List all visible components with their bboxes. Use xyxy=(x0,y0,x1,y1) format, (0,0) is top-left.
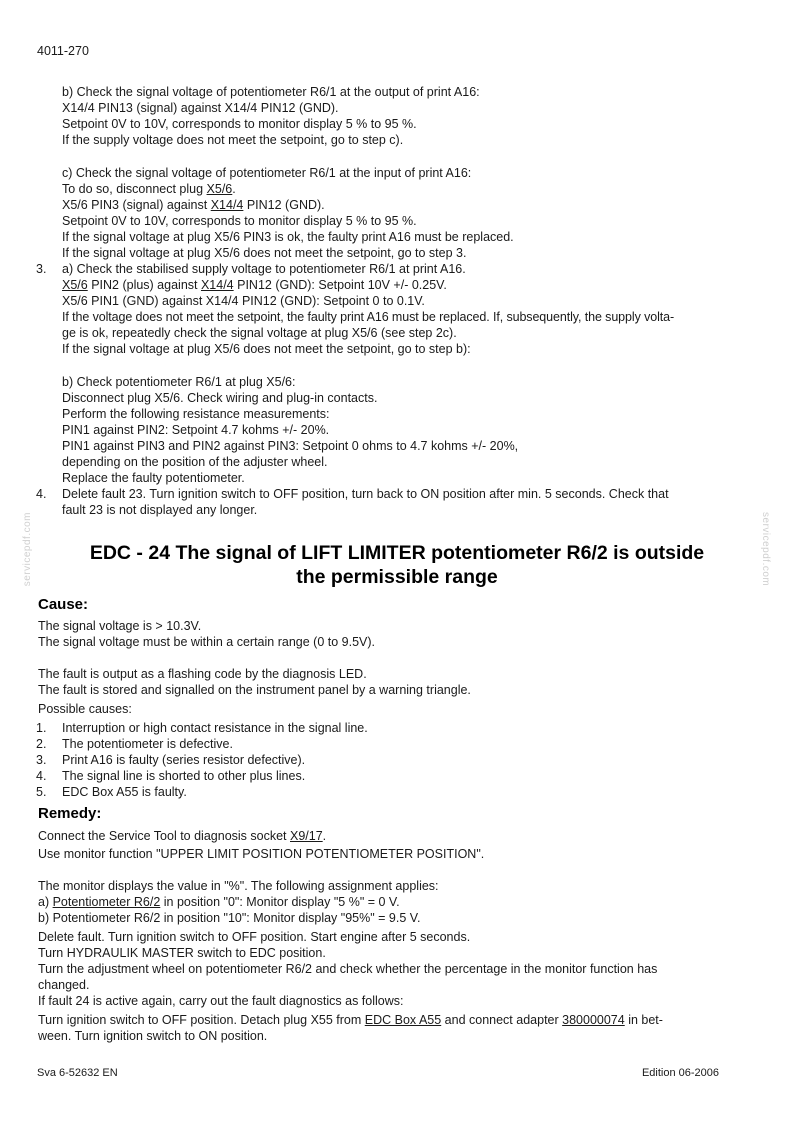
text-line: Use monitor function "UPPER LIMIT POSITION POTENTIOMETER POSITION". xyxy=(38,847,485,861)
text-line: PIN1 against PIN3 and PIN2 against PIN3: Setpoint 0 ohms to 4.7 kohms +/- 20%, xyxy=(62,439,519,453)
text-line: PIN1 against PIN2: Setpoint 4.7 kohms +/- 20%. xyxy=(62,423,330,437)
footer-right: Edition 06-2006 xyxy=(641,1067,719,1079)
text-line: The signal voltage is > 10.3V. xyxy=(38,619,202,633)
text-line: c) Check the signal voltage of potentiometer R6/1 at the input of print A16: xyxy=(62,166,472,180)
text-line: changed. xyxy=(38,978,90,992)
cause-heading: Cause: xyxy=(38,596,89,613)
text-line: Turn ignition switch to OFF position. Detach plug X55 from EDC Box A55 and connect adapter 380000074 in bet- xyxy=(38,1013,663,1027)
text-line: ge is ok, repeatedly check the signal voltage at plug X5/6 (see step 2c). xyxy=(62,326,457,340)
text-line: The monitor displays the value in "%". The following assignment applies: xyxy=(38,879,439,893)
text-line: X14/4 PIN13 (signal) against X14/4 PIN12 (GND). xyxy=(62,101,339,115)
text-line: If the signal voltage at plug X5/6 does not meet the setpoint, go to step b): xyxy=(62,342,471,356)
text-line: b) Check potentiometer R6/1 at plug X5/6: xyxy=(62,375,296,389)
item-text: The signal line is shorted to other plus lines. xyxy=(62,769,306,783)
text-line: ween. Turn ignition switch to ON position. xyxy=(38,1029,268,1043)
text-line: If the voltage does not meet the setpoint, the faulty print A16 must be replaced. If, subsequently, the supply volta- xyxy=(62,310,675,324)
item-number: 2. xyxy=(36,737,47,751)
text-line: Delete fault. Turn ignition switch to OFF position. Start engine after 5 seconds. xyxy=(38,930,471,944)
text-line: Disconnect plug X5/6. Check wiring and plug-in contacts. xyxy=(62,391,378,405)
link-x5-6[interactable]: X5/6 xyxy=(62,278,88,292)
text-line: If the signal voltage at plug X5/6 does not meet the setpoint, go to step 3. xyxy=(62,246,467,260)
step-number: 3. xyxy=(36,262,47,276)
text-line: a) Check the stabilised supply voltage to potentiometer R6/1 at print A16. xyxy=(62,262,466,276)
item-number: 5. xyxy=(36,785,47,799)
text-line: Perform the following resistance measurements: xyxy=(62,407,330,421)
text-line: Turn HYDRAULIK MASTER switch to EDC position. xyxy=(38,946,326,960)
link-x9-17[interactable]: X9/17 xyxy=(290,829,323,843)
item-text: EDC Box A55 is faulty. xyxy=(62,785,187,799)
text-line: Replace the faulty potentiometer. xyxy=(62,471,245,485)
item-number: 3. xyxy=(36,753,47,767)
step-number: 4. xyxy=(36,487,47,501)
text-line: b) Check the signal voltage of potentiometer R6/1 at the output of print A16: xyxy=(62,85,480,99)
link-edc-box-a55[interactable]: EDC Box A55 xyxy=(364,1013,442,1027)
item-number: 1. xyxy=(36,721,47,735)
section-title-line-2: the permissible range xyxy=(296,566,498,588)
link-potentiometer-r6-2[interactable]: Potentiometer R6/2 xyxy=(52,895,161,909)
item-text: Interruption or high contact resistance in the signal line. xyxy=(62,721,368,735)
text-line: Setpoint 0V to 10V, corresponds to monitor display 5 % to 95 %. xyxy=(62,117,417,131)
text-line: Turn the adjustment wheel on potentiometer R6/2 and check whether the percentage in the monitor function has xyxy=(38,962,658,976)
text-line: X5/6 PIN1 (GND) against X14/4 PIN12 (GND): Setpoint 0 to 0.1V. xyxy=(62,294,425,308)
link-adapter-380000074[interactable]: 380000074 xyxy=(562,1013,625,1027)
section-title-line-1: EDC - 24 The signal of LIFT LIMITER potentiometer R6/2 is outside xyxy=(89,542,705,564)
text-line: fault 23 is not displayed any longer. xyxy=(62,503,258,517)
item-text: Print A16 is faulty (series resistor defective). xyxy=(62,753,306,767)
text-line: X5/6 PIN2 (plus) against X14/4 PIN12 (GND): Setpoint 10V +/- 0.25V. xyxy=(62,278,447,292)
watermark-left: servicepdf.com xyxy=(22,512,33,587)
item-number: 4. xyxy=(36,769,47,783)
text-line: If the signal voltage at plug X5/6 PIN3 is ok, the faulty print A16 must be replaced. xyxy=(62,230,514,244)
text-line: If fault 24 is active again, carry out the fault diagnostics as follows: xyxy=(38,994,404,1008)
text-line: Connect the Service Tool to diagnosis socket X9/17. xyxy=(38,829,327,843)
text-line: depending on the position of the adjuster wheel. xyxy=(62,455,328,469)
text-line: b) Potentiometer R6/2 in position "10": Monitor display "95%" = 9.5 V. xyxy=(38,911,421,925)
remedy-heading: Remedy: xyxy=(38,805,102,822)
document-number: 4011-270 xyxy=(37,44,89,58)
text-line: To do so, disconnect plug X5/6. xyxy=(62,182,236,196)
item-text: The potentiometer is defective. xyxy=(62,737,233,751)
text-line: The fault is output as a flashing code by the diagnosis LED. xyxy=(38,667,367,681)
link-x5-6[interactable]: X5/6 xyxy=(206,182,233,196)
watermark-right: servicepdf.com xyxy=(760,512,771,587)
text-line: The signal voltage must be within a certain range (0 to 9.5V). xyxy=(38,635,375,649)
text-line: Delete fault 23. Turn ignition switch to OFF position, turn back to ON position after min. 5 seconds. Check that xyxy=(62,487,669,501)
footer-left: Sva 6-52632 EN xyxy=(37,1067,118,1079)
text-line: The fault is stored and signalled on the instrument panel by a warning triangle. xyxy=(38,683,471,697)
text-line: a) Potentiometer R6/2 in position "0": Monitor display "5 %" = 0 V. xyxy=(38,895,400,909)
text-line: If the supply voltage does not meet the setpoint, go to step c). xyxy=(62,133,404,147)
text-line: Possible causes: xyxy=(38,702,132,716)
link-x14-4[interactable]: X14/4 xyxy=(210,198,244,212)
text-line: X5/6 PIN3 (signal) against X14/4 PIN12 (GND). xyxy=(62,198,325,212)
text-line: Setpoint 0V to 10V, corresponds to monitor display 5 % to 95 %. xyxy=(62,214,417,228)
link-x14-4[interactable]: X14/4 xyxy=(200,278,234,292)
